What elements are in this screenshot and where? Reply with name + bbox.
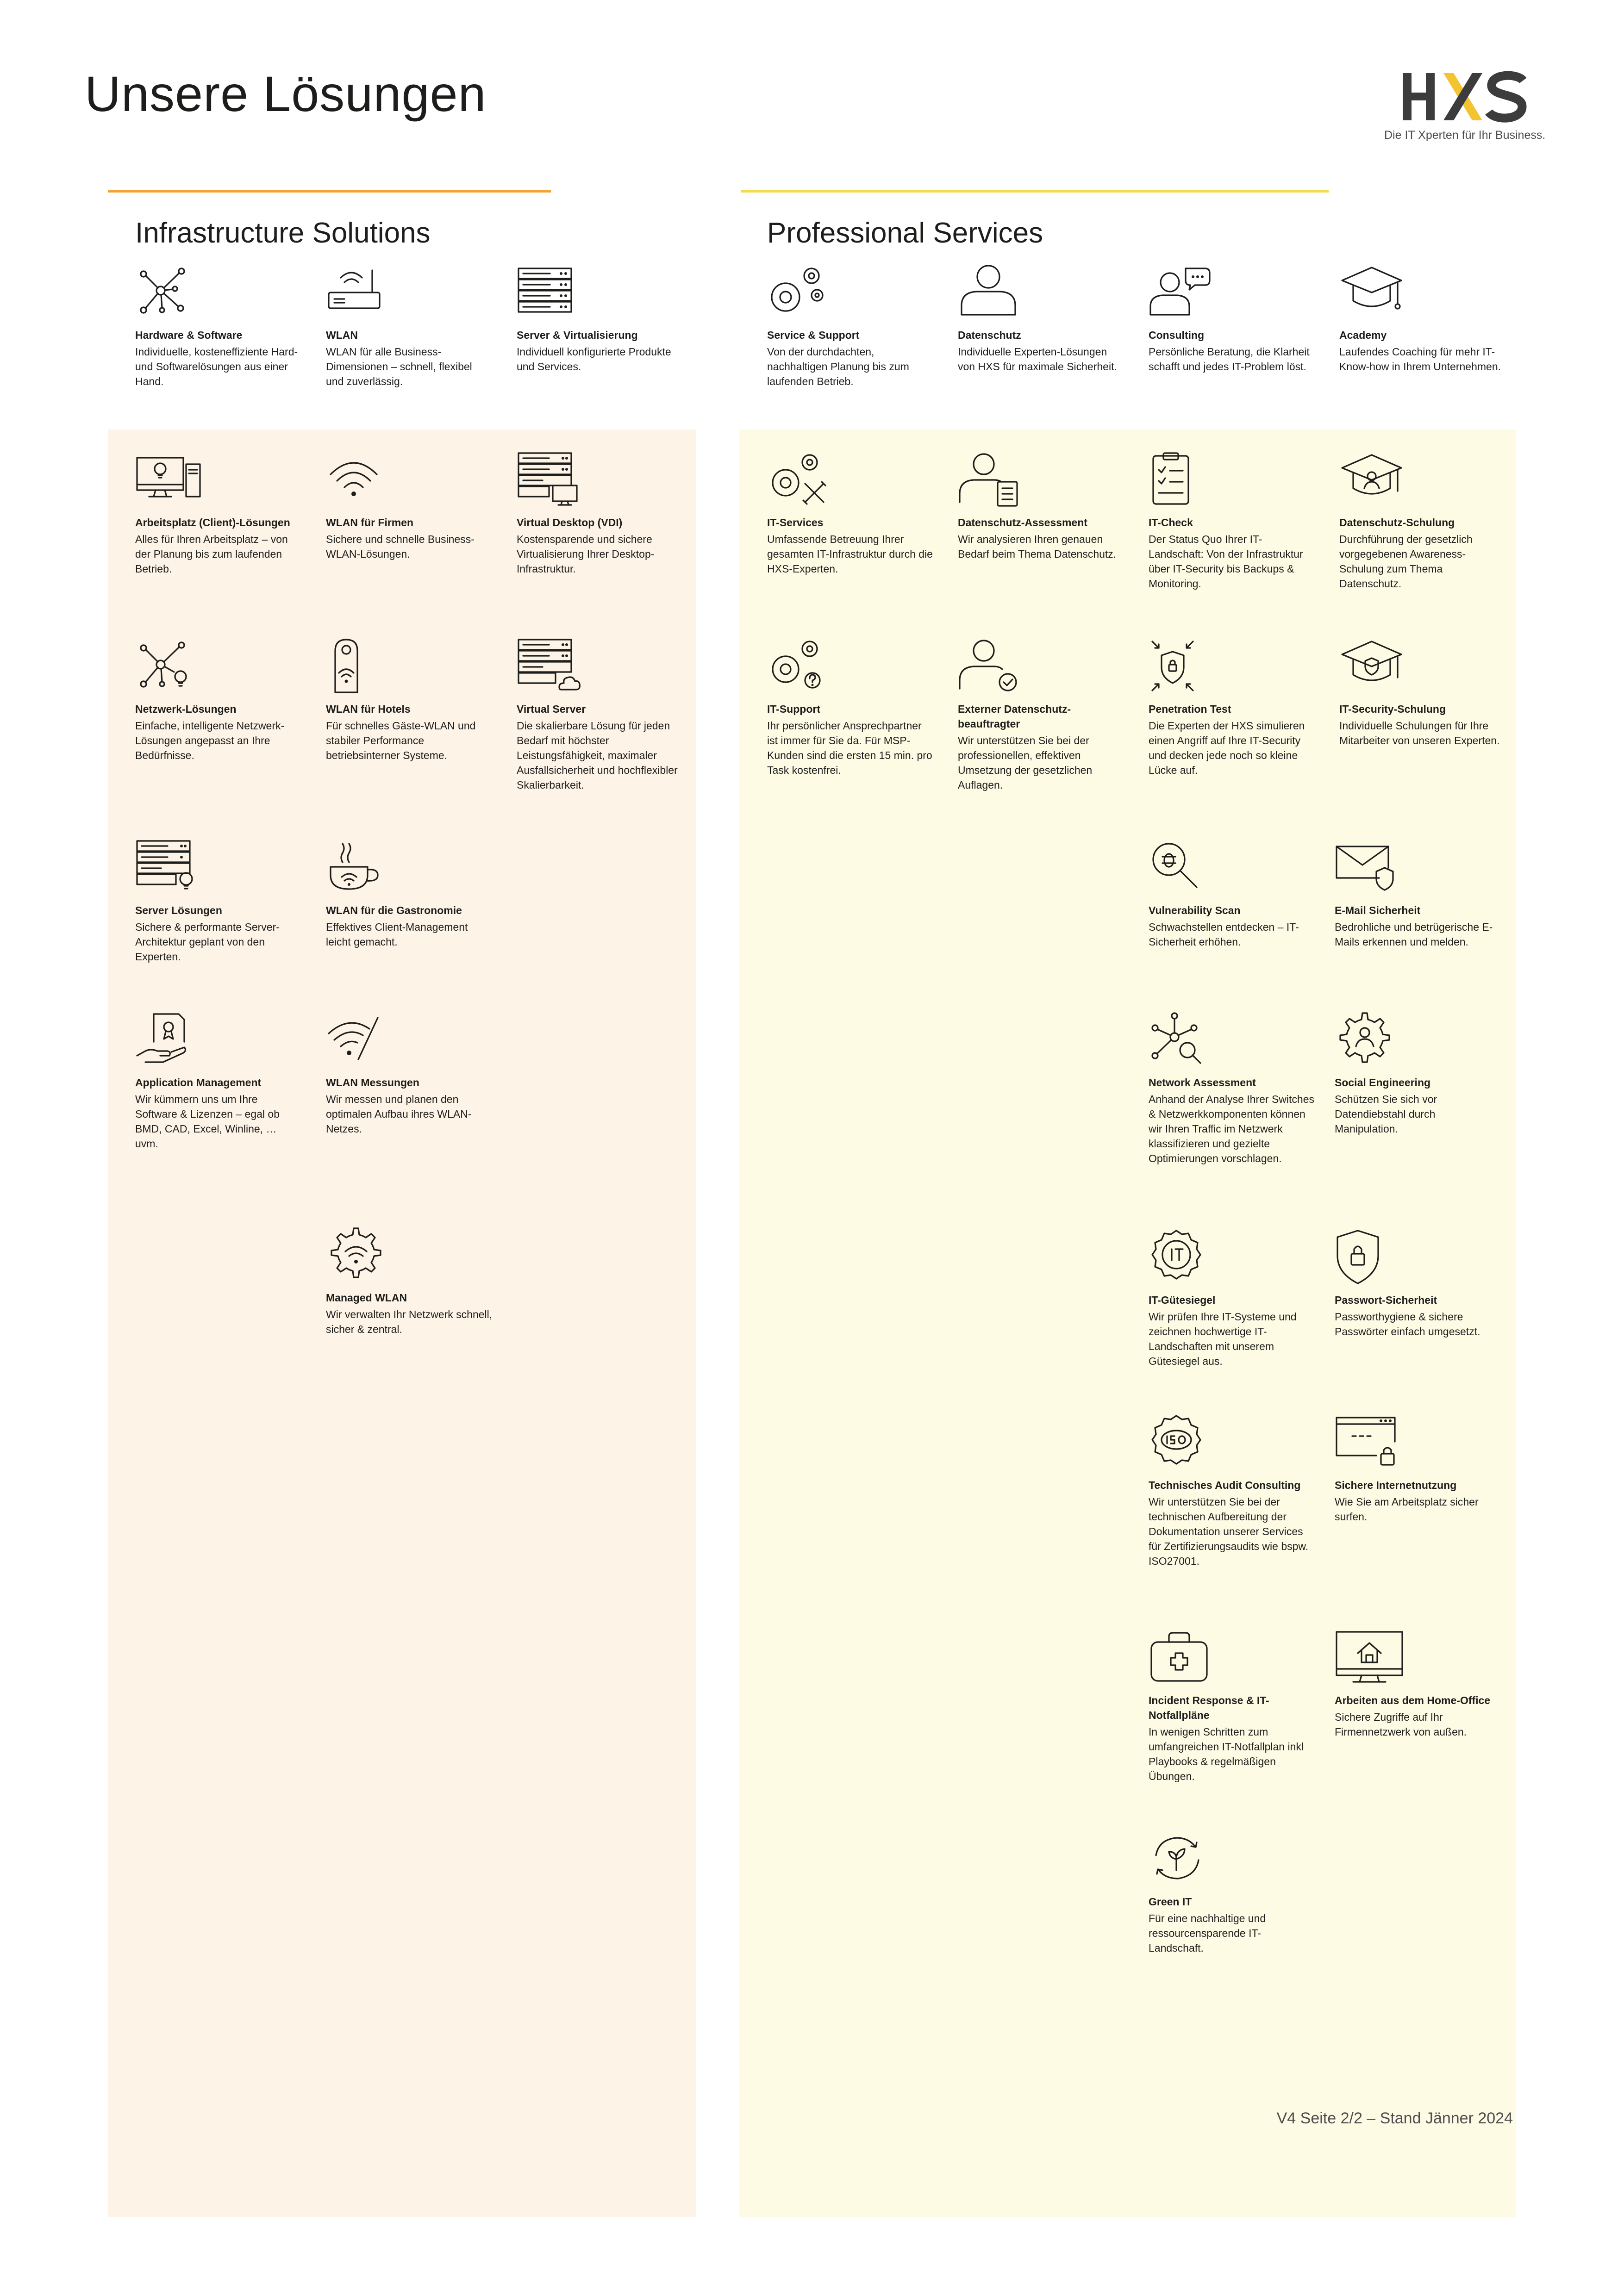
card-title: Application Management — [135, 1076, 262, 1089]
card-title: Arbeiten aus dem Home-Office — [1335, 1694, 1491, 1706]
card-desc: Die skalierbare Lösung für jeden Bedarf mit höchster Leistungsfähigkeit, maximaler Ausfallsicherheit und hochflexibler Skalierbarkeit. — [517, 720, 678, 791]
card-desc: Effektives Client-Management leicht gemacht. — [326, 921, 468, 948]
card-title: IT-Services — [767, 516, 824, 529]
card-desc: Einfache, intelligente Netzwerk-Lösungen angepasst an Ihre Bedürfnisse. — [135, 720, 285, 761]
person-clipboard-icon — [958, 451, 1027, 507]
card-title: IT-Security-Schulung — [1339, 703, 1446, 715]
card-desc: Schwachstellen entdecken – IT-Sicherheit erhöhen. — [1149, 921, 1299, 948]
card-desc: Laufendes Coaching für mehr IT-Know-how in Ihrem Unternehmen. — [1339, 346, 1501, 373]
card-title: Academy — [1339, 329, 1387, 341]
service-card-academy[interactable] — [1339, 264, 1506, 374]
first-aid-icon — [1149, 1629, 1218, 1685]
card-title: Sichere Internetnutzung — [1335, 1479, 1457, 1491]
card-title: Green IT — [1149, 1896, 1192, 1908]
door-hanger-wifi-icon — [326, 638, 395, 693]
card-desc: Ihr persönlicher Ansprechpartner ist immer für Sie da. Für MSP-Kunden sind die ersten 15 min. pro Task kostenfrei. — [767, 720, 932, 776]
card-title: IT-Check — [1149, 516, 1193, 529]
card-title: Service & Support — [767, 329, 860, 341]
professional-accent-line — [741, 190, 1329, 193]
service-card-it-guetesiegel[interactable] — [1149, 1229, 1315, 1369]
graduation-cap-icon — [1339, 264, 1409, 319]
service-card-wlan-hotels[interactable] — [326, 638, 493, 763]
service-card-incident-response[interactable] — [1149, 1629, 1315, 1784]
card-title: Passwort-Sicherheit — [1335, 1294, 1437, 1306]
service-card-application-management[interactable] — [135, 1011, 302, 1151]
service-card-green-it[interactable] — [1149, 1830, 1315, 1955]
clipboard-check-icon — [1149, 451, 1218, 507]
service-card-consulting[interactable] — [1149, 264, 1315, 374]
service-card-wlan-messungen[interactable] — [326, 1011, 493, 1136]
card-title: WLAN für Hotels — [326, 703, 411, 715]
it-badge-icon — [1149, 1229, 1218, 1284]
card-desc: Individuelle Experten-Lösungen von HXS für maximale Sicherheit. — [958, 346, 1117, 373]
card-desc: Anhand der Analyse Ihrer Switches & Netzwerkkomponenten können wir Ihren Traffic im Netzwerk klassifizieren und gezielte Optimierungen vorschlagen. — [1149, 1093, 1314, 1164]
card-title: Virtual Server — [517, 703, 586, 715]
card-desc: Die Experten der HXS simulieren einen Angriff auf Ihre IT-Security und decken jede noch so kleine Lücke auf. — [1149, 720, 1305, 776]
card-desc: Wir unterstützen Sie bei der professionellen, effektiven Umsetzung der gesetzlichen Auflagen. — [958, 734, 1093, 791]
service-card-penetration-test[interactable] — [1149, 638, 1315, 778]
card-title: Vulnerability Scan — [1149, 904, 1241, 916]
card-title: Datenschutz — [958, 329, 1021, 341]
card-desc: Alles für Ihren Arbeitsplatz – von der Planung bis zum laufenden Betrieb. — [135, 533, 288, 575]
service-card-it-check[interactable] — [1149, 451, 1315, 591]
service-card-social-engineering[interactable] — [1335, 1011, 1501, 1136]
service-card-network-assessment[interactable] — [1149, 1011, 1315, 1166]
service-card-datenschutz[interactable] — [958, 264, 1124, 374]
person-check-icon — [958, 638, 1027, 693]
card-title: IT-Support — [767, 703, 820, 715]
card-desc: Persönliche Beratung, die Klarheit schafft und jedes IT-Problem löst. — [1149, 346, 1310, 373]
card-title: Server & Virtualisierung — [517, 329, 638, 341]
card-title: Consulting — [1149, 329, 1205, 341]
service-card-it-security-schulung[interactable] — [1339, 638, 1506, 748]
service-card-sichere-internetnutzung[interactable] — [1335, 1414, 1501, 1524]
card-title: Server Lösungen — [135, 904, 222, 916]
gear-person-icon — [1335, 1011, 1404, 1067]
card-title: Virtual Desktop (VDI) — [517, 516, 623, 529]
coffee-wifi-icon — [326, 839, 395, 895]
hand-certificate-icon — [135, 1011, 205, 1067]
service-card-it-support[interactable] — [767, 638, 934, 778]
network-search-icon — [1149, 1011, 1218, 1067]
card-desc: Sichere und schnelle Business-WLAN-Lösungen. — [326, 533, 475, 560]
wifi-measure-icon — [326, 1011, 395, 1067]
infrastructure-accent-line — [108, 190, 551, 193]
person-icon — [958, 264, 1027, 319]
card-title: IT-Gütesiegel — [1149, 1294, 1216, 1306]
service-card-vdi[interactable] — [517, 451, 683, 576]
card-title: Incident Response & IT-Notfallpläne — [1149, 1694, 1269, 1721]
card-desc: Für eine nachhaltige und ressourcensparende IT-Landschaft. — [1149, 1912, 1266, 1954]
server-rack-icon — [517, 264, 586, 319]
service-card-wlan-gastronomie[interactable] — [326, 839, 493, 949]
service-card-home-office[interactable] — [1335, 1629, 1501, 1739]
card-desc: Sichere & performante Server-Architektur geplant von den Experten. — [135, 921, 280, 963]
card-desc: Wir prüfen Ihre IT-Systeme und zeichnen hochwertige IT-Landschaften mit unserem Gütesiegel aus. — [1149, 1311, 1297, 1367]
wifi-icon — [326, 451, 395, 507]
magnifier-bug-icon — [1149, 839, 1218, 895]
card-title: WLAN Messungen — [326, 1076, 419, 1089]
card-title: Datenschutz-Assessment — [958, 516, 1087, 529]
card-desc: Wir messen und planen den optimalen Aufbau ihres WLAN-Netzes. — [326, 1093, 472, 1135]
service-card-hardware-software[interactable] — [135, 264, 302, 389]
card-title: E-Mail Sicherheit — [1335, 904, 1421, 916]
server-cloud-icon — [517, 638, 586, 693]
card-desc: Individuelle Schulungen für Ihre Mitarbeiter von unseren Experten. — [1339, 720, 1500, 747]
cap-person-icon — [1339, 451, 1409, 507]
card-title: Hardware & Software — [135, 329, 243, 341]
monitor-home-icon — [1335, 1629, 1404, 1685]
card-desc: Umfassende Betreuung Ihrer gesamten IT-Infrastruktur durch die HXS-Experten. — [767, 533, 933, 575]
card-desc: Wie Sie am Arbeitsplatz sicher surfen. — [1335, 1496, 1479, 1523]
service-card-service-support[interactable] — [767, 264, 934, 389]
card-title: Netzwerk-Lösungen — [135, 703, 237, 715]
hxs-logo[interactable] — [1384, 69, 1544, 148]
network-hub-icon — [135, 264, 205, 319]
router-icon — [326, 264, 395, 319]
card-desc: Schützen Sie sich vor Datendiebstahl durch Manipulation. — [1335, 1093, 1437, 1135]
service-card-technisches-audit[interactable] — [1149, 1414, 1315, 1568]
card-desc: Passworthygiene & sichere Passwörter einfach umgesetzt. — [1335, 1311, 1480, 1338]
card-title: Penetration Test — [1149, 703, 1231, 715]
browser-lock-icon — [1335, 1414, 1404, 1469]
service-card-it-services[interactable] — [767, 451, 934, 576]
gears-question-icon — [767, 638, 837, 693]
network-idea-icon — [135, 638, 205, 693]
gear-wifi-icon — [326, 1226, 395, 1282]
service-card-vulnerability-scan[interactable] — [1149, 839, 1315, 949]
card-desc: Wir verwalten Ihr Netzwerk schnell, sicher & zentral. — [326, 1308, 493, 1335]
hxs-logo-mark — [1398, 69, 1530, 125]
service-card-datenschutz-schulung[interactable] — [1339, 451, 1506, 591]
card-title: WLAN für Firmen — [326, 516, 414, 529]
card-title: Managed WLAN — [326, 1292, 407, 1304]
card-title: Network Assessment — [1149, 1076, 1256, 1089]
server-idea-icon — [135, 839, 205, 895]
page-footer: V4 Seite 2/2 – Stand Jänner 2024 — [1276, 2109, 1513, 2127]
page-title: Unsere Lösungen — [85, 66, 487, 122]
professional-heading: Professional Services — [767, 217, 1043, 249]
service-card-passwort-sicherheit[interactable] — [1335, 1229, 1501, 1339]
card-title: Externer Datenschutz-beauftragter — [958, 703, 1071, 730]
card-desc: Kostensparende und sichere Virtualisierung Ihrer Desktop-Infrastruktur. — [517, 533, 655, 575]
service-card-server-loesungen[interactable] — [135, 839, 302, 964]
card-desc: Individuelle, kosteneffiziente Hard- und Softwarelösungen aus einer Hand. — [135, 346, 298, 387]
card-desc: Der Status Quo Ihrer IT-Landschaft: Von der Infrastruktur über IT-Security bis Backups & Monitoring. — [1149, 533, 1303, 590]
service-card-netzwerk[interactable] — [135, 638, 302, 763]
card-desc: WLAN für alle Business-Dimensionen – schnell, flexibel und zuverlässig. — [326, 346, 472, 387]
service-card-wlan-firmen[interactable] — [326, 451, 493, 561]
workstation-icon — [135, 451, 205, 507]
cap-shield-icon — [1339, 638, 1409, 693]
card-title: WLAN — [326, 329, 358, 341]
card-desc: Von der durchdachten, nachhaltigen Planung bis zum laufenden Betrieb. — [767, 346, 909, 387]
mail-shield-icon — [1335, 839, 1404, 895]
service-card-server-virtualisierung[interactable] — [517, 264, 683, 374]
card-title: Technisches Audit Consulting — [1149, 1479, 1301, 1491]
recycle-plant-icon — [1149, 1830, 1218, 1886]
service-card-arbeitsplatz[interactable] — [135, 451, 302, 576]
service-card-managed-wlan[interactable] — [326, 1226, 493, 1337]
virtual-desktop-icon — [517, 451, 586, 507]
card-title: Social Engineering — [1335, 1076, 1431, 1089]
card-desc: Für schnelles Gäste-WLAN und stabiler Performance betriebsinterner Systeme. — [326, 720, 476, 761]
card-desc: Durchführung der gesetzlich vorgegebenen Awareness-Schulung zum Thema Datenschutz. — [1339, 533, 1473, 590]
service-card-wlan[interactable] — [326, 264, 493, 389]
card-title: Datenschutz-Schulung — [1339, 516, 1455, 529]
service-card-email-sicherheit[interactable] — [1335, 839, 1501, 949]
card-desc: Individuell konfigurierte Produkte und Services. — [517, 346, 671, 373]
iso-badge-icon — [1149, 1414, 1218, 1469]
card-desc: Wir analysieren Ihren genauen Bedarf beim Thema Datenschutz. — [958, 533, 1117, 560]
person-chat-icon — [1149, 264, 1218, 319]
shield-lock-icon — [1335, 1229, 1404, 1284]
card-desc: Wir unterstützen Sie bei der technischen Aufbereitung der Dokumentation unserer Services für Zertifizierungsaudits wie bspw. ISO27001. — [1149, 1496, 1309, 1567]
logo-tagline: Die IT Xperten für Ihr Business. — [1384, 129, 1546, 142]
card-desc: In wenigen Schritten zum umfangreichen IT-Notfallplan inkl Playbooks & regelmäßigen Übungen. — [1149, 1726, 1304, 1782]
infrastructure-heading: Infrastructure Solutions — [135, 217, 431, 249]
service-card-datenschutz-assessment[interactable] — [958, 451, 1124, 561]
card-desc: Wir kümmern uns um Ihre Software & Lizenzen – egal ob BMD, CAD, Excel, Winline, … uvm. — [135, 1093, 280, 1150]
shield-arrows-icon — [1149, 638, 1218, 693]
service-card-virtual-server[interactable] — [517, 638, 683, 792]
card-desc: Sichere Zugriffe auf Ihr Firmennetzwerk von außen. — [1335, 1711, 1467, 1738]
card-desc: Bedrohliche und betrügerische E-Mails erkennen und melden. — [1335, 921, 1493, 948]
gears-icon — [767, 264, 837, 319]
card-title: WLAN für die Gastronomie — [326, 904, 462, 916]
gears-tools-icon — [767, 451, 837, 507]
service-card-externer-datenschutzbeauftragter[interactable] — [958, 638, 1124, 792]
card-title: Arbeitsplatz (Client)-Lösungen — [135, 516, 290, 529]
